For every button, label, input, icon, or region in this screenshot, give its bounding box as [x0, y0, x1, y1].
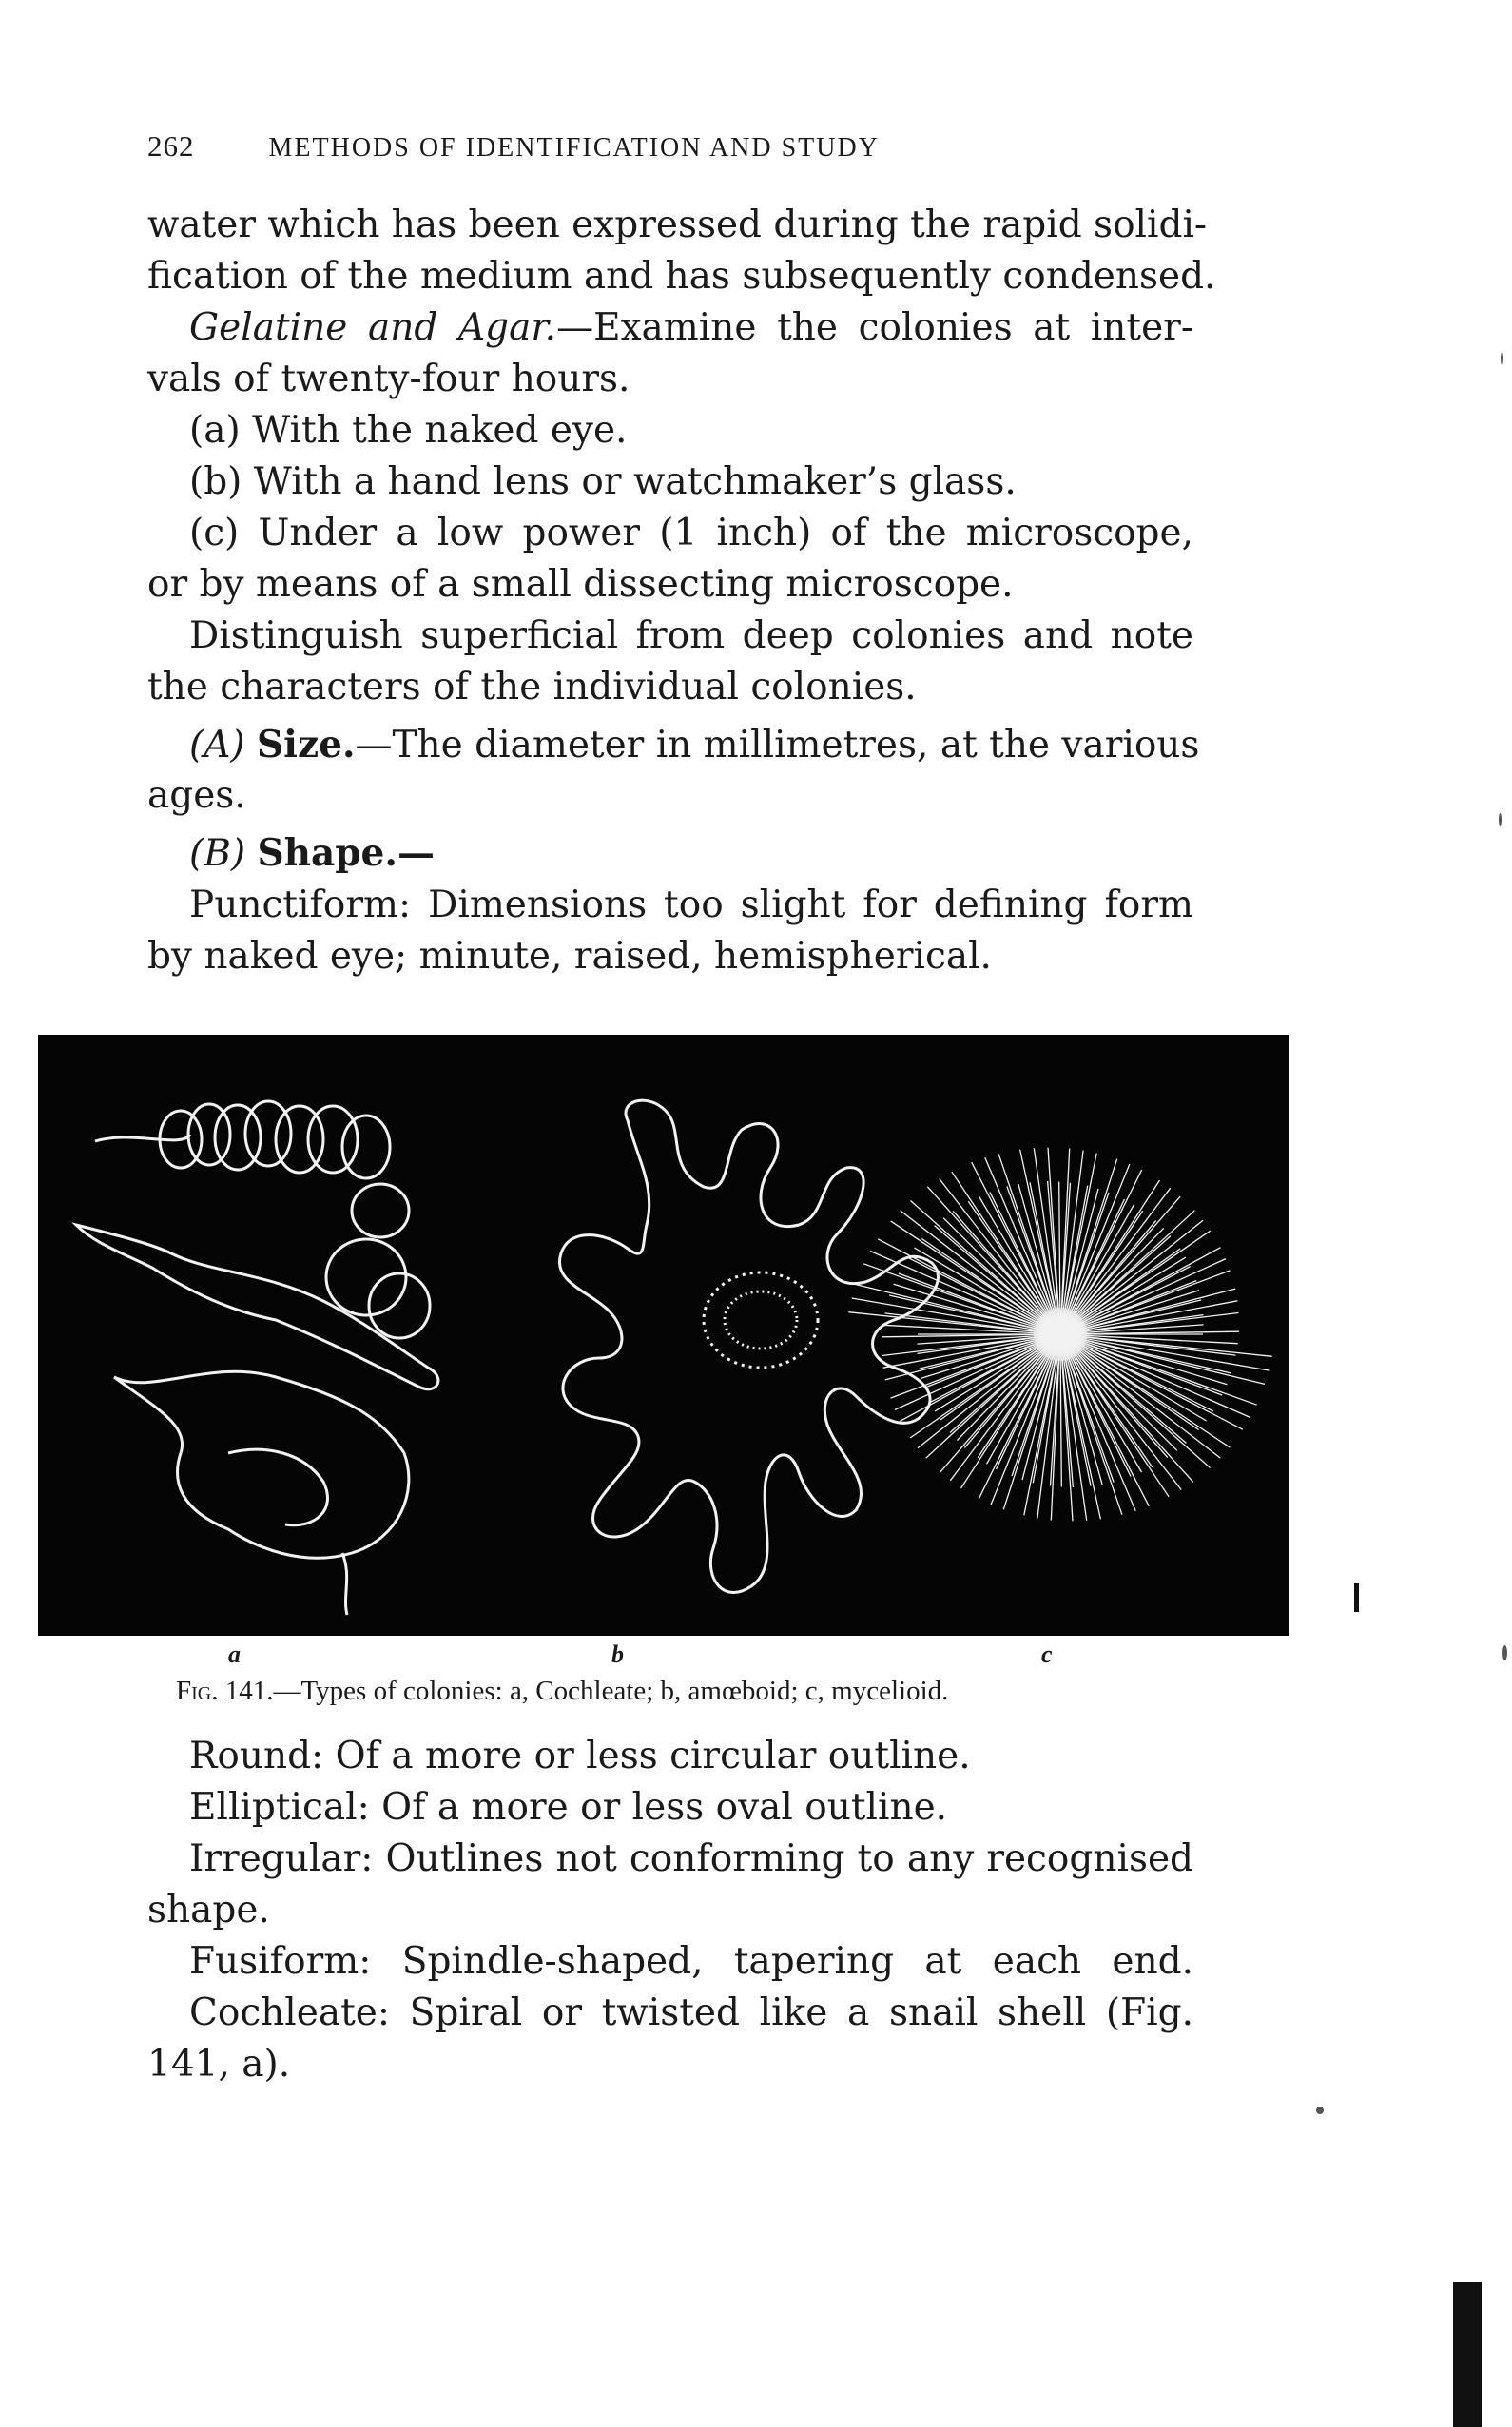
figure-illustration [38, 1035, 1289, 1636]
figure-colony-types [38, 1035, 1289, 1636]
mycelioid-colony-illustration [848, 1148, 1271, 1522]
paragraph-line [147, 302, 1193, 354]
shape-def-round: Round: Of a more or less circular outline. [189, 1735, 971, 1777]
cochleate-colony-illustration [76, 1101, 438, 1615]
scan-speck [1499, 813, 1502, 826]
running-header [147, 129, 1193, 164]
paragraph-line: shape. [147, 1889, 270, 1932]
paragraph-line: by naked eye; minute, raised, hemispherical. [147, 935, 992, 978]
paragraph-line: vals of twenty-four hours. [147, 358, 630, 400]
panel-label-c: c [1041, 1641, 1053, 1668]
size-text: —The diameter in millimetres, at the various [355, 724, 1200, 767]
scan-speck [1501, 352, 1503, 365]
paragraph-line: water which has been expressed during the rapid solidi- [147, 204, 1208, 246]
list-item-b: (b) With a hand lens or watchmaker’s glass. [189, 460, 1017, 503]
scan-artifact [1354, 1583, 1359, 1612]
page-number: 262 [147, 129, 195, 163]
shape-def-fusiform: Fusiform: Spindle-shaped, tapering at each end. [189, 1940, 1193, 1983]
panel-label-a: a [228, 1641, 241, 1668]
size-heading: Size. [257, 723, 356, 767]
scan-artifact [1453, 2282, 1482, 2427]
amoeboid-colony-illustration [559, 1100, 938, 1592]
scan-speck [1316, 2107, 1324, 2114]
mycelioid-filament [1060, 1334, 1265, 1384]
paragraph-line: Punctiform: Dimensions too slight for defining form [189, 883, 1193, 926]
size-label: (A) [189, 724, 245, 767]
list-item-c: (c) Under a low power (1 inch) of the microscope, [189, 512, 1193, 554]
shape-def-irregular: Irregular: Outlines not conforming to any recognised [189, 1837, 1193, 1880]
caption-text: 141.—Types of colonies: a, Cochleate; b, amœboid; c, mycelioid. [218, 1676, 949, 1706]
paragraph-line: the characters of the individual colonies. [147, 666, 917, 709]
shape-heading: Shape.— [257, 831, 435, 875]
section-heading-gelatine-agar: Gelatine and Agar. [189, 306, 557, 349]
paragraph-text: —Examine the colonies at inter- [556, 306, 1193, 349]
paragraph-line: 141, a). [147, 2043, 291, 2086]
mycelioid-core [1034, 1308, 1087, 1361]
shape-label: (B) [189, 832, 246, 875]
shape-line [147, 827, 1193, 880]
shape-def-cochleate: Cochleate: Spiral or twisted like a snail shell (Fig. [189, 1991, 1193, 2034]
running-title: METHODS OF IDENTIFICATION AND STUDY [268, 133, 880, 163]
size-line [147, 719, 1200, 771]
paragraph-line: Distinguish superficial from deep colonies and note [189, 614, 1193, 657]
mycelioid-filament [856, 1285, 1060, 1334]
caption-fig-label: Fig. [176, 1676, 219, 1706]
panel-label-b: b [611, 1641, 624, 1668]
figure-caption [176, 1676, 1174, 1707]
scan-speck [1502, 1645, 1507, 1660]
paragraph-line: ages. [147, 774, 246, 817]
shape-def-elliptical: Elliptical: Of a more or less oval outline. [189, 1786, 948, 1829]
list-item-a: (a) With the naked eye. [189, 409, 628, 452]
paragraph-line: fication of the medium and has subsequently condensed. [147, 255, 1216, 298]
paragraph-line: or by means of a small dissecting microscope. [147, 563, 1014, 606]
